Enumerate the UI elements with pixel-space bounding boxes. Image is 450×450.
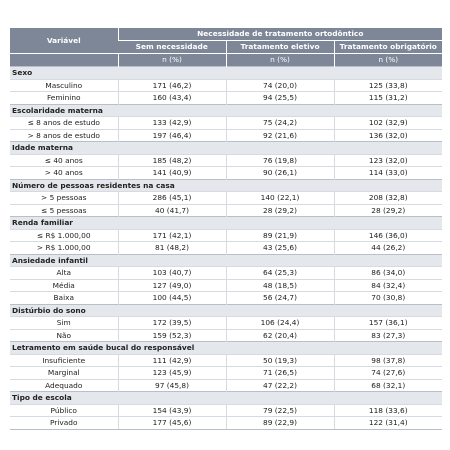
row-label: > 5 pessoas bbox=[10, 192, 118, 205]
table-cell: 103 (40,7) bbox=[118, 267, 226, 280]
unit-header: n (%) bbox=[226, 54, 334, 67]
table-cell: 40 (41,7) bbox=[118, 204, 226, 217]
table-cell: 68 (32,1) bbox=[334, 379, 442, 392]
section-title: Número de pessoas residentes na casa bbox=[10, 179, 442, 192]
table-cell: 86 (34,0) bbox=[334, 267, 442, 280]
row-label: Alta bbox=[10, 267, 118, 280]
row-label: Adequado bbox=[10, 379, 118, 392]
section-title: Letramento em saúde bucal do responsável bbox=[10, 342, 442, 355]
row-label: Média bbox=[10, 279, 118, 292]
table-cell: 97 (45,8) bbox=[118, 379, 226, 392]
table-cell: 75 (24,2) bbox=[226, 117, 334, 130]
table-cell: 28 (29,2) bbox=[334, 204, 442, 217]
table-row bbox=[10, 417, 442, 430]
table-cell: 74 (27,6) bbox=[334, 367, 442, 380]
table-cell: 197 (46,4) bbox=[118, 129, 226, 142]
table-cell: 89 (21,9) bbox=[226, 229, 334, 242]
table-cell: 89 (22,9) bbox=[226, 417, 334, 430]
table-cell: 171 (46,2) bbox=[118, 79, 226, 92]
table-cell: 118 (33,6) bbox=[334, 404, 442, 417]
table-row bbox=[10, 192, 442, 205]
table-cell: 64 (25,3) bbox=[226, 267, 334, 280]
column-header-tratamento-eletivo: Tratamento eletivo bbox=[226, 41, 334, 54]
section-row bbox=[10, 254, 442, 267]
section-title: Ansiedade infantil bbox=[10, 254, 442, 267]
table-cell: 48 (18,5) bbox=[226, 279, 334, 292]
row-label: > R$ 1.000,00 bbox=[10, 242, 118, 255]
table-cell: 47 (22,2) bbox=[226, 379, 334, 392]
row-label: Sim bbox=[10, 317, 118, 330]
section-row bbox=[10, 342, 442, 355]
table-cell: 127 (49,0) bbox=[118, 279, 226, 292]
row-label: ≤ 5 pessoas bbox=[10, 204, 118, 217]
table-row bbox=[10, 92, 442, 105]
table-row bbox=[10, 279, 442, 292]
table-cell: 140 (22,1) bbox=[226, 192, 334, 205]
table-cell: 79 (22,5) bbox=[226, 404, 334, 417]
table-cell: 114 (33,0) bbox=[334, 167, 442, 180]
section-row bbox=[10, 392, 442, 405]
unit-header: n (%) bbox=[334, 54, 442, 67]
table-row bbox=[10, 354, 442, 367]
table-cell: 171 (42,1) bbox=[118, 229, 226, 242]
results-table bbox=[10, 28, 442, 430]
section-row bbox=[10, 304, 442, 317]
table-body bbox=[10, 67, 442, 430]
section-title: Tipo de escola bbox=[10, 392, 442, 405]
row-label: Masculino bbox=[10, 79, 118, 92]
table-cell: 146 (36,0) bbox=[334, 229, 442, 242]
table-cell: 74 (20,0) bbox=[226, 79, 334, 92]
table-cell: 84 (32,4) bbox=[334, 279, 442, 292]
table-row bbox=[10, 292, 442, 305]
row-label: Privado bbox=[10, 417, 118, 430]
table-cell: 43 (25,6) bbox=[226, 242, 334, 255]
row-label: > 40 anos bbox=[10, 167, 118, 180]
row-label: ≤ R$ 1.000,00 bbox=[10, 229, 118, 242]
row-label: Não bbox=[10, 329, 118, 342]
table-cell: 136 (32,0) bbox=[334, 129, 442, 142]
table-cell: 157 (36,1) bbox=[334, 317, 442, 330]
table-cell: 172 (39,5) bbox=[118, 317, 226, 330]
table-cell: 208 (32,8) bbox=[334, 192, 442, 205]
section-row bbox=[10, 217, 442, 230]
table-row bbox=[10, 204, 442, 217]
table-row bbox=[10, 117, 442, 130]
table-row bbox=[10, 329, 442, 342]
table-row bbox=[10, 242, 442, 255]
table-cell: 133 (42,9) bbox=[118, 117, 226, 130]
table-cell: 50 (19,3) bbox=[226, 354, 334, 367]
table-row bbox=[10, 379, 442, 392]
results-table-container bbox=[10, 28, 442, 430]
row-label: Marginal bbox=[10, 367, 118, 380]
table-cell: 106 (24,4) bbox=[226, 317, 334, 330]
section-title: Escolaridade materna bbox=[10, 104, 442, 117]
column-header-sem-necessidade: Sem necessidade bbox=[118, 41, 226, 54]
table-cell: 100 (44,5) bbox=[118, 292, 226, 305]
row-label: Baixa bbox=[10, 292, 118, 305]
table-cell: 28 (29,2) bbox=[226, 204, 334, 217]
table-row bbox=[10, 267, 442, 280]
section-title: Idade materna bbox=[10, 142, 442, 155]
row-label: Público bbox=[10, 404, 118, 417]
table-cell: 90 (26,1) bbox=[226, 167, 334, 180]
table-cell: 71 (26,5) bbox=[226, 367, 334, 380]
column-header-tratamento-obrigatorio: Tratamento obrigatório bbox=[334, 41, 442, 54]
row-label: Feminino bbox=[10, 92, 118, 105]
table-cell: 115 (31,2) bbox=[334, 92, 442, 105]
table-row bbox=[10, 317, 442, 330]
table-cell: 81 (48,2) bbox=[118, 242, 226, 255]
section-title: Sexo bbox=[10, 67, 442, 80]
row-label: ≤ 40 anos bbox=[10, 154, 118, 167]
unit-header-blank bbox=[10, 54, 118, 67]
section-title: Distúrbio do sono bbox=[10, 304, 442, 317]
table-cell: 98 (37,8) bbox=[334, 354, 442, 367]
table-row bbox=[10, 229, 442, 242]
table-cell: 123 (45,9) bbox=[118, 367, 226, 380]
table-cell: 111 (42,9) bbox=[118, 354, 226, 367]
group-header: Necessidade de tratamento ortodôntico bbox=[118, 28, 442, 41]
table-cell: 102 (32,9) bbox=[334, 117, 442, 130]
table-cell: 125 (33,8) bbox=[334, 79, 442, 92]
table-row bbox=[10, 367, 442, 380]
table-cell: 141 (40,9) bbox=[118, 167, 226, 180]
table-cell: 160 (43,4) bbox=[118, 92, 226, 105]
section-title: Renda familiar bbox=[10, 217, 442, 230]
table-cell: 159 (52,3) bbox=[118, 329, 226, 342]
row-label: Insuficiente bbox=[10, 354, 118, 367]
table-row bbox=[10, 404, 442, 417]
section-row bbox=[10, 104, 442, 117]
row-label: ≤ 8 anos de estudo bbox=[10, 117, 118, 130]
section-row bbox=[10, 142, 442, 155]
table-cell: 286 (45,1) bbox=[118, 192, 226, 205]
table-cell: 177 (45,6) bbox=[118, 417, 226, 430]
unit-header: n (%) bbox=[118, 54, 226, 67]
table-cell: 83 (27,3) bbox=[334, 329, 442, 342]
table-row bbox=[10, 129, 442, 142]
table-cell: 123 (32,0) bbox=[334, 154, 442, 167]
table-cell: 76 (19,8) bbox=[226, 154, 334, 167]
table-cell: 70 (30,8) bbox=[334, 292, 442, 305]
table-cell: 62 (20,4) bbox=[226, 329, 334, 342]
table-row bbox=[10, 79, 442, 92]
table-row bbox=[10, 154, 442, 167]
table-row bbox=[10, 167, 442, 180]
row-label: > 8 anos de estudo bbox=[10, 129, 118, 142]
table-cell: 44 (26,2) bbox=[334, 242, 442, 255]
table-cell: 154 (43,9) bbox=[118, 404, 226, 417]
table-cell: 185 (48,2) bbox=[118, 154, 226, 167]
table-cell: 56 (24,7) bbox=[226, 292, 334, 305]
table-cell: 94 (25,5) bbox=[226, 92, 334, 105]
table-cell: 122 (31,4) bbox=[334, 417, 442, 430]
section-row bbox=[10, 179, 442, 192]
table-cell: 92 (21,6) bbox=[226, 129, 334, 142]
variable-header: Variável bbox=[10, 28, 118, 54]
section-row bbox=[10, 67, 442, 80]
